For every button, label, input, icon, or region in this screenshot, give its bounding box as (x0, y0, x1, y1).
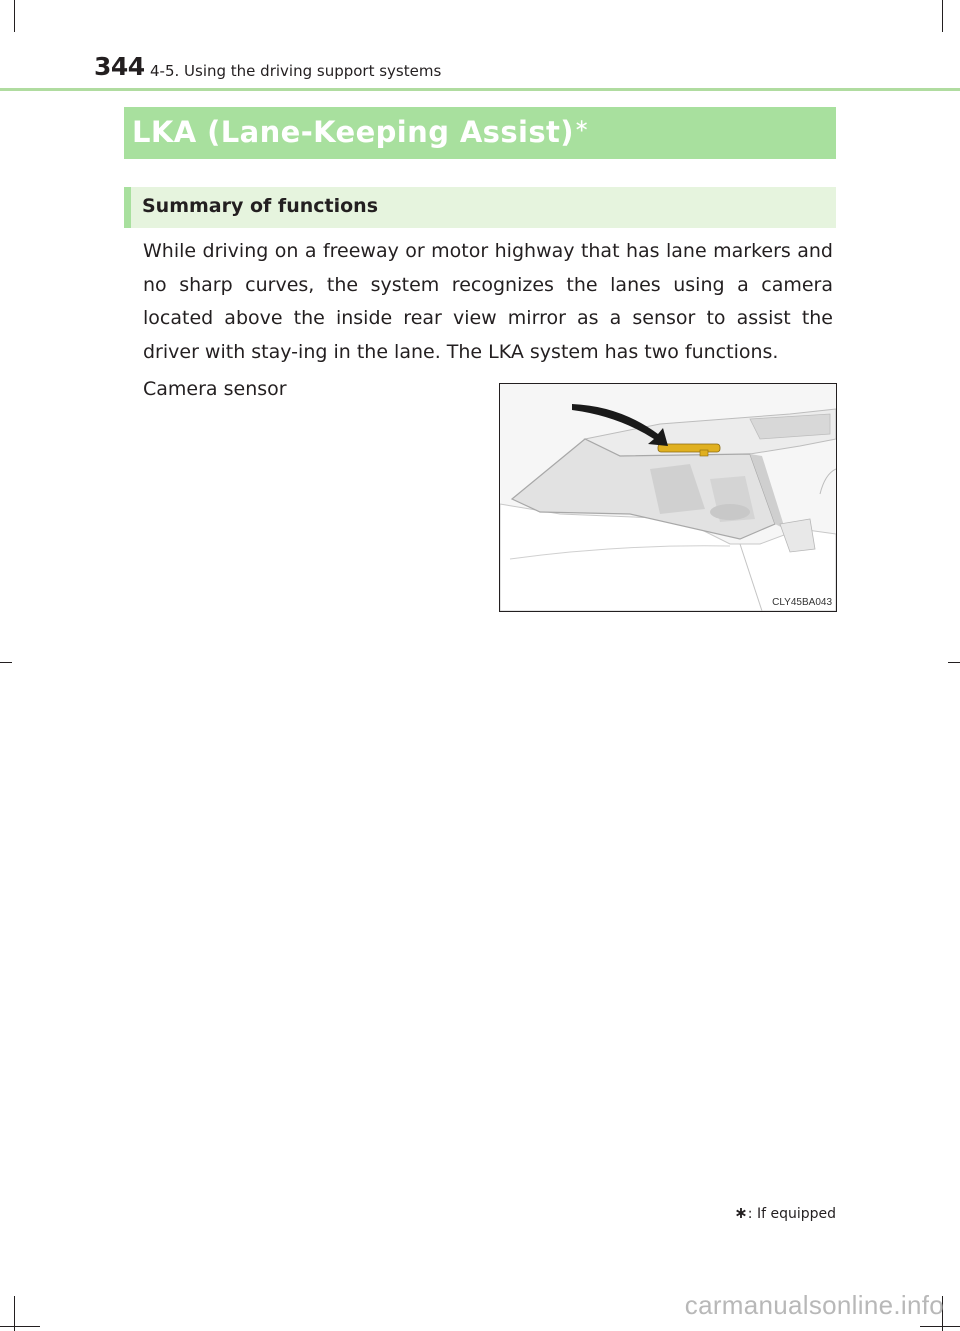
subsection-accent (124, 187, 131, 228)
footnote (734, 1203, 836, 1222)
subsection-heading: Summary of functions (142, 195, 378, 217)
asterisk-marker: ∗ (573, 115, 590, 137)
page-title-text: LKA (Lane-Keeping Assist) (132, 115, 574, 149)
crop-mark (948, 662, 960, 663)
body-paragraph: While driving on a freeway or motor highway that has lane markers and no sharp curves, the system recognizes the lanes using a camera located above the inside rear view mirror as a sensor to assist the driver with stay-ing in the lane. The LKA system has two functions. (143, 240, 833, 363)
crop-mark (0, 662, 12, 663)
subsection-bar (124, 187, 836, 228)
figure-caption: Camera sensor (143, 378, 287, 400)
crop-mark (14, 0, 15, 32)
header-rule (0, 88, 960, 91)
footnote-text: : If equipped (747, 1206, 836, 1222)
crop-mark (0, 1326, 40, 1327)
camera-sensor-figure (499, 383, 837, 612)
section-title: 4-5. Using the driving support systems (150, 62, 442, 80)
crop-mark (920, 1326, 960, 1327)
car-illustration (500, 384, 836, 611)
watermark: carmanualsonline.info (684, 1290, 944, 1320)
page-title (132, 115, 589, 149)
page-number: 344 (94, 52, 145, 81)
crop-mark (942, 0, 943, 32)
footnote-marker: ∗ (734, 1203, 748, 1222)
figure-code: CLY45BA043 (772, 597, 832, 608)
title-bar (124, 107, 836, 159)
